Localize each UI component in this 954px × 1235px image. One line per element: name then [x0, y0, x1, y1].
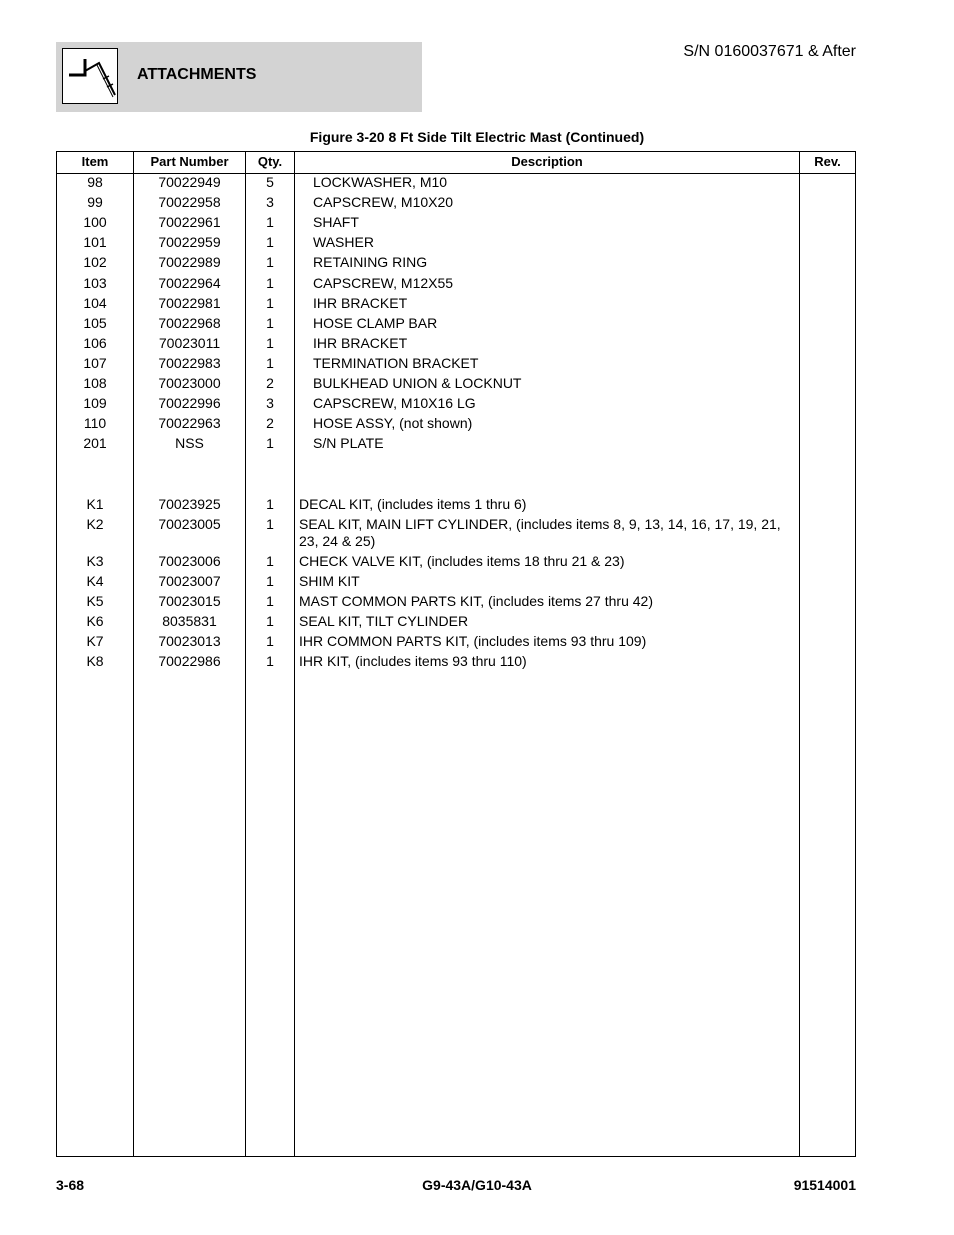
header-description: Description: [511, 154, 583, 169]
header-qty: Qty.: [257, 154, 283, 169]
item-cell: K6: [86, 613, 104, 629]
part-number-cell: 70023006: [158, 553, 221, 569]
section-title: ATTACHMENTS: [137, 66, 257, 83]
item-cell: K5: [86, 593, 104, 609]
part-number-cell: 70022989: [158, 254, 221, 270]
header-item: Item: [81, 154, 109, 169]
part-number-cell: 70022964: [158, 275, 221, 291]
attachment-icon: [62, 48, 118, 104]
description-cell: IHR BRACKET: [313, 335, 408, 351]
qty-cell: 1: [266, 496, 274, 512]
item-cell: K1: [86, 496, 104, 512]
description-cell: LOCKWASHER, M10: [313, 174, 448, 190]
part-number-cell: 70023000: [158, 375, 221, 391]
part-number-cell: NSS: [175, 435, 204, 451]
description-cell: SEAL KIT, TILT CYLINDER: [299, 613, 469, 629]
figure-title: Figure 3-20 8 Ft Side Tilt Electric Mast (Continued): [309, 129, 645, 145]
column-divider: [294, 152, 295, 1156]
qty-cell: 5: [266, 174, 274, 190]
header-rev: Rev.: [814, 154, 841, 169]
item-cell: 101: [83, 234, 107, 250]
description-cell: IHR BRACKET: [313, 295, 408, 311]
qty-cell: 1: [266, 254, 274, 270]
qty-cell: 1: [266, 355, 274, 371]
description-cell: BULKHEAD UNION & LOCKNUT: [313, 375, 522, 391]
description-cell: CAPSCREW, M12X55: [313, 275, 454, 291]
item-cell: 103: [83, 275, 107, 291]
description-cell-continued: 23, 24 & 25): [299, 533, 376, 549]
item-cell: 102: [83, 254, 107, 270]
qty-cell: 1: [266, 295, 274, 311]
description-cell: WASHER: [313, 234, 374, 250]
part-number-cell: 70023013: [158, 633, 221, 649]
item-cell: 106: [83, 335, 107, 351]
item-cell: 99: [87, 194, 103, 210]
part-number-cell: 70022958: [158, 194, 221, 210]
part-number-cell: 70023015: [158, 593, 221, 609]
part-number-cell: 70022986: [158, 653, 221, 669]
qty-cell: 1: [266, 553, 274, 569]
description-cell: SEAL KIT, MAIN LIFT CYLINDER, (includes items 8, 9, 13, 14, 16, 17, 19, 21,: [299, 516, 781, 532]
description-cell: CHECK VALVE KIT, (includes items 18 thru 21 & 23): [299, 553, 625, 569]
description-cell: HOSE ASSY, (not shown): [313, 415, 473, 431]
part-number-cell: 70023011: [158, 335, 221, 351]
qty-cell: 1: [266, 633, 274, 649]
description-cell: HOSE CLAMP BAR: [313, 315, 438, 331]
description-cell: DECAL KIT, (includes items 1 thru 6): [299, 496, 527, 512]
qty-cell: 1: [266, 335, 274, 351]
part-number-cell: 70022981: [158, 295, 221, 311]
model-number: G9-43A/G10-43A: [422, 1177, 532, 1193]
page-number: 3-68: [56, 1177, 85, 1193]
item-cell: 201: [83, 435, 107, 451]
item-cell: 98: [87, 174, 103, 190]
item-cell: K3: [86, 553, 104, 569]
part-number-cell: 70023005: [158, 516, 221, 532]
qty-cell: 1: [266, 516, 274, 532]
qty-cell: 1: [266, 435, 274, 451]
qty-cell: 2: [266, 375, 274, 391]
qty-cell: 1: [266, 613, 274, 629]
item-cell: K8: [86, 653, 104, 669]
description-cell: RETAINING RING: [313, 254, 428, 270]
part-number-cell: 70022949: [158, 174, 221, 190]
item-cell: 107: [83, 355, 107, 371]
qty-cell: 3: [266, 395, 274, 411]
qty-cell: 3: [266, 194, 274, 210]
item-cell: K4: [86, 573, 104, 589]
qty-cell: 1: [266, 275, 274, 291]
part-number-cell: 8035831: [162, 613, 217, 629]
item-cell: 100: [83, 214, 107, 230]
description-cell: IHR KIT, (includes items 93 thru 110): [299, 653, 527, 669]
part-number-cell: 70023007: [158, 573, 221, 589]
description-cell: SHIM KIT: [299, 573, 360, 589]
item-cell: K7: [86, 633, 104, 649]
qty-cell: 1: [266, 593, 274, 609]
description-cell: IHR COMMON PARTS KIT, (includes items 93 thru 109): [299, 633, 647, 649]
part-number-cell: 70022996: [158, 395, 221, 411]
qty-cell: 1: [266, 573, 274, 589]
description-cell: SHAFT: [313, 214, 359, 230]
qty-cell: 1: [266, 214, 274, 230]
description-cell: CAPSCREW, M10X20: [313, 194, 454, 210]
part-number-cell: 70022968: [158, 315, 221, 331]
description-cell: S/N PLATE: [313, 435, 384, 451]
item-cell: K2: [86, 516, 104, 532]
part-number-cell: 70022961: [158, 214, 221, 230]
serial-number: S/N 0160037671 & After: [683, 43, 856, 60]
description-cell: CAPSCREW, M10X16 LG: [313, 395, 476, 411]
item-cell: 108: [83, 375, 107, 391]
description-cell: MAST COMMON PARTS KIT, (includes items 27 thru 42): [299, 593, 653, 609]
part-number-cell: 70023925: [158, 496, 221, 512]
item-cell: 104: [83, 295, 107, 311]
item-cell: 110: [83, 415, 107, 431]
part-number-cell: 70022959: [158, 234, 221, 250]
part-number-cell: 70022983: [158, 355, 221, 371]
description-cell: TERMINATION BRACKET: [313, 355, 479, 371]
header-part-number: Part Number: [150, 154, 229, 169]
item-cell: 105: [83, 315, 107, 331]
item-cell: 109: [83, 395, 107, 411]
qty-cell: 1: [266, 234, 274, 250]
qty-cell: 2: [266, 415, 274, 431]
part-number-cell: 70022963: [158, 415, 221, 431]
qty-cell: 1: [266, 315, 274, 331]
qty-cell: 1: [266, 653, 274, 669]
parts-table: [56, 151, 856, 1157]
document-number: 91514001: [793, 1177, 856, 1193]
